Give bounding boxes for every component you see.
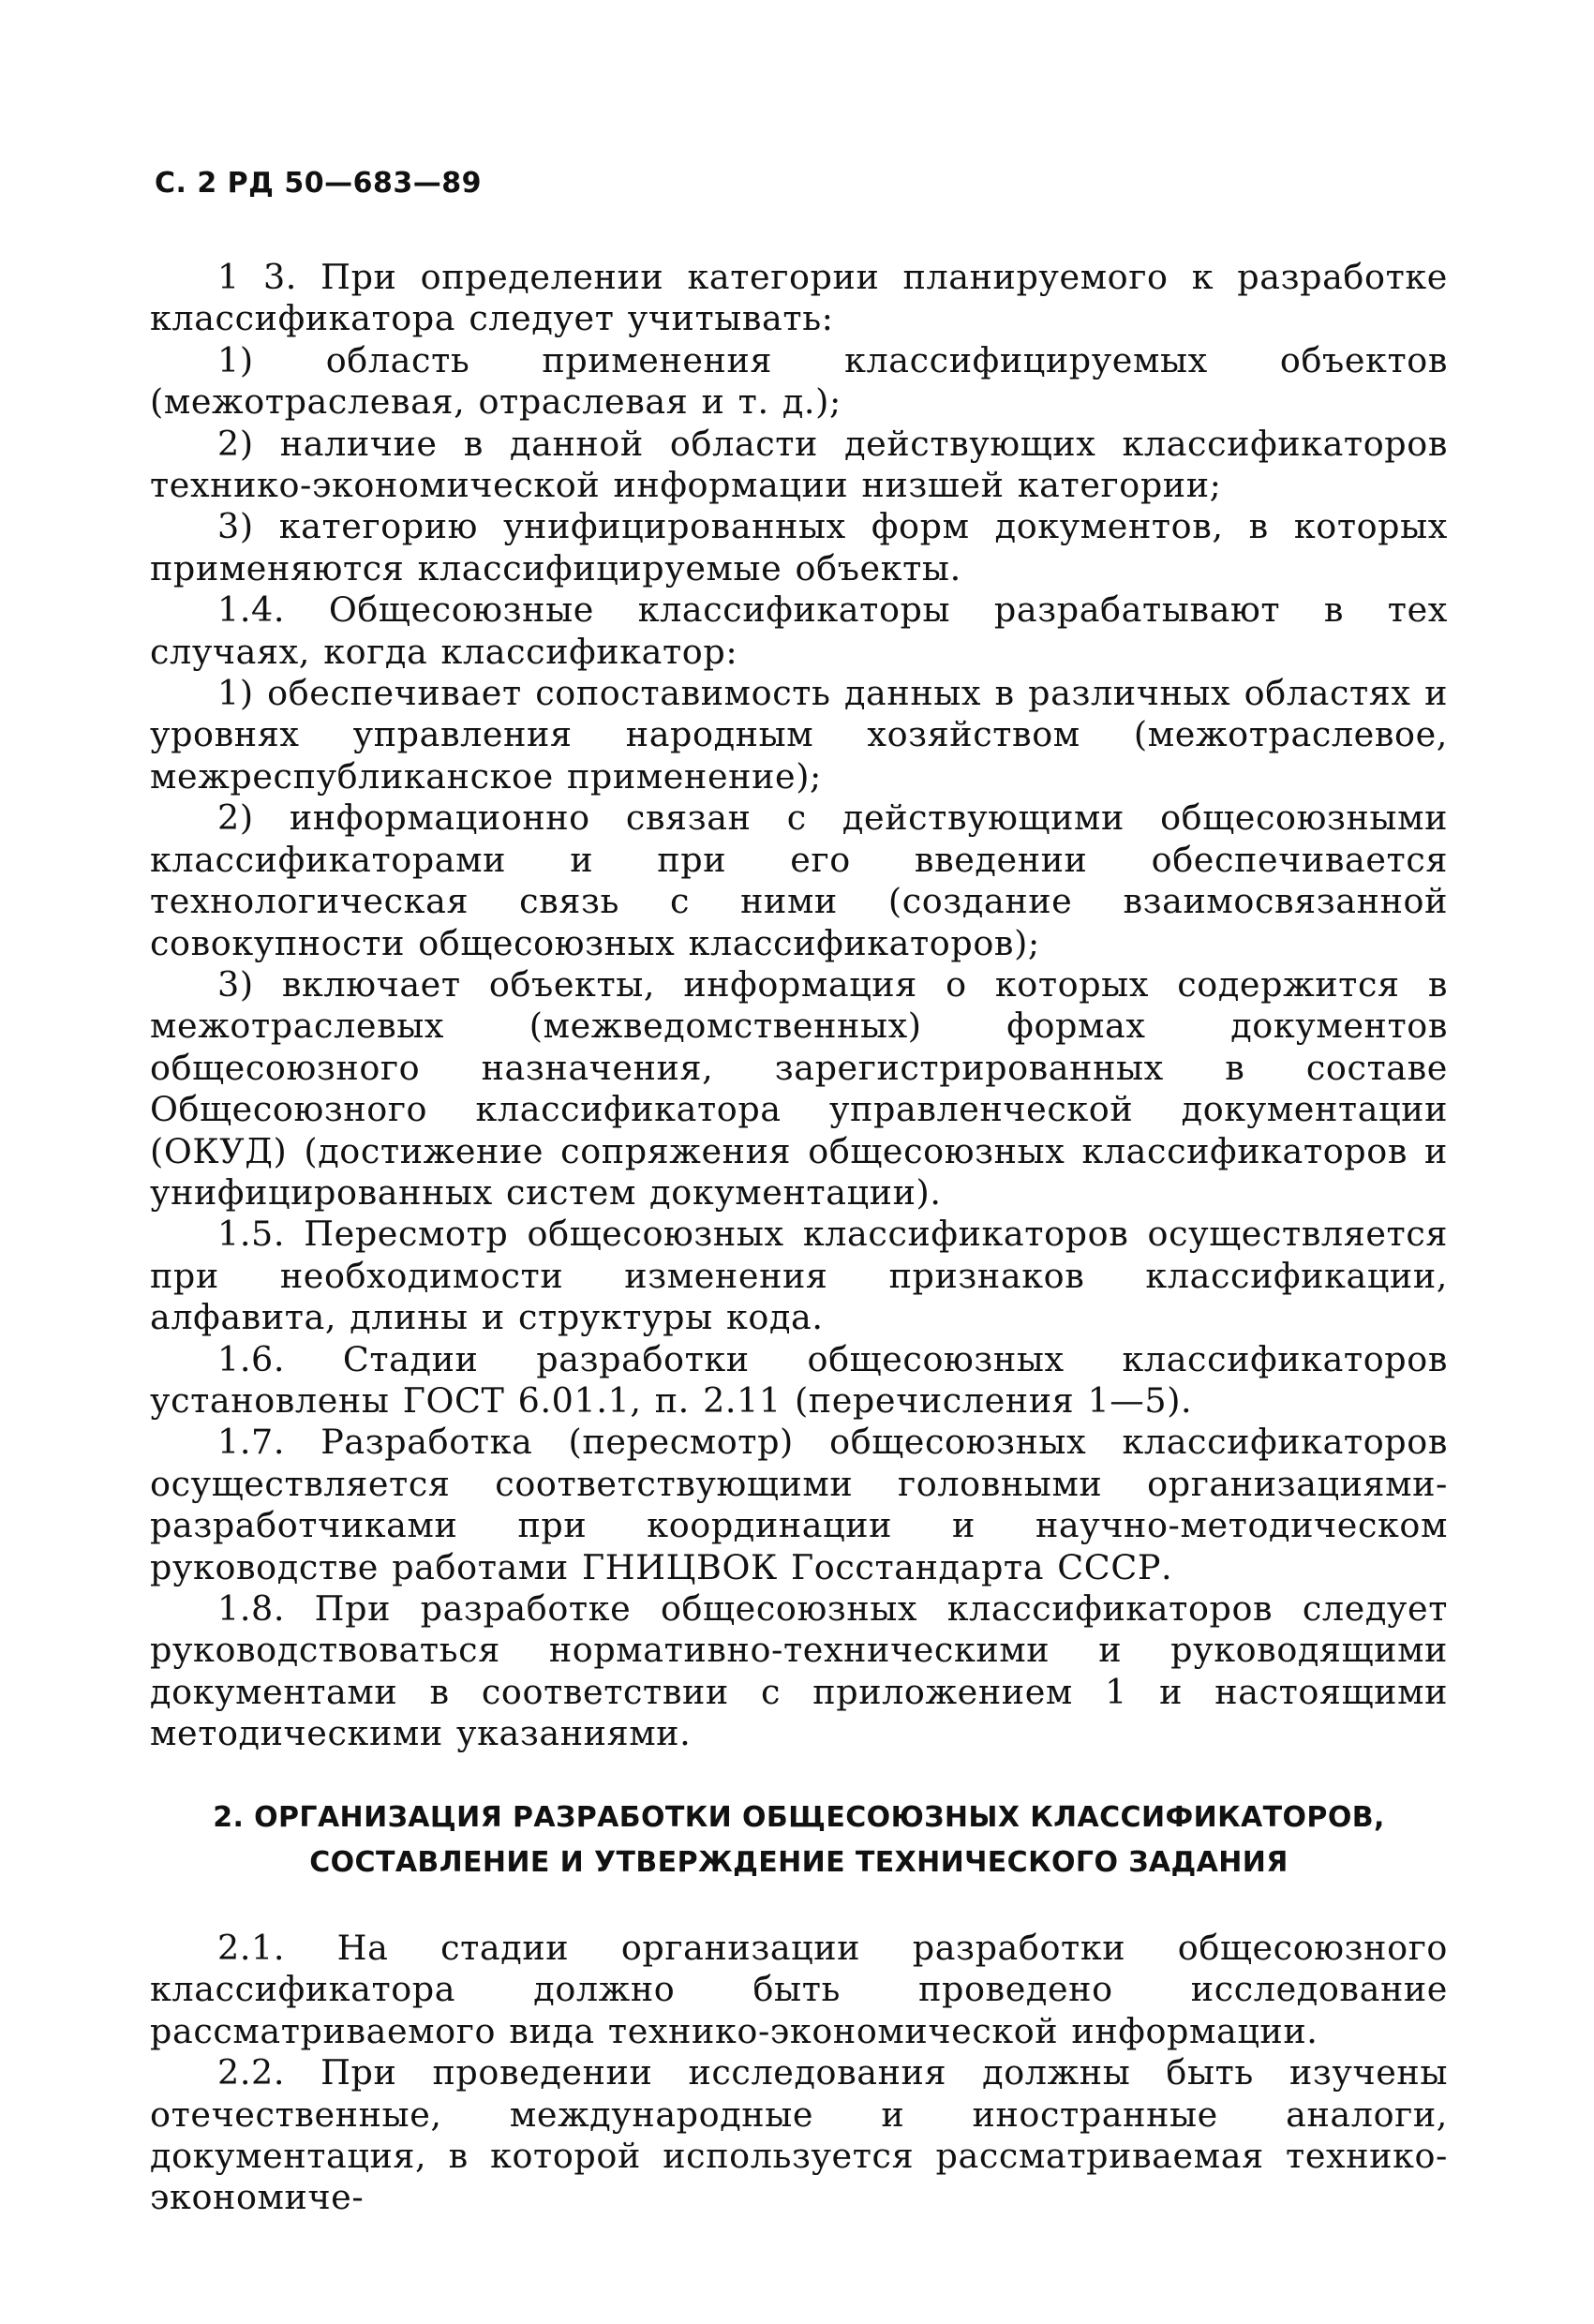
section-1-text — [150, 257, 1448, 1755]
list-item-1-4-2: 2) информационно связан с действующими общесоюзными классификаторами и при его введении обеспечивается технологическая связь с ними (создание взаимосвязанной совокупности общесоюзных классификаторов); — [150, 797, 1448, 963]
paragraph-1-3: 1 3. При определении категории планируемого к разработке классификатора следует учитывать: — [150, 257, 1448, 339]
paragraph-1-7: 1.7. Разработка (пересмотр) общесоюзных классификаторов осуществляется соответствующими головными организациями-разработчиками при координации и научно-методическом руководстве работами ГНИЦВОК Госстандарта СССР. — [150, 1422, 1448, 1587]
page-header: С. 2 РД 50—683—89 — [155, 167, 482, 200]
list-item-1-3-2: 2) наличие в данной области действующих классификаторов технико-экономической информации низшей категории; — [150, 423, 1448, 506]
paragraph-1-5: 1.5. Пересмотр общесоюзных классификаторов осуществляется при необходимости изменения признаков классификации, алфавита, длины и структуры кода. — [150, 1214, 1448, 1338]
section-2-heading-line-2: СОСТАВЛЕНИЕ И УТВЕРЖДЕНИЕ ТЕХНИЧЕСКОГО ЗАДАНИЯ — [309, 1846, 1289, 1879]
list-item-1-4-3: 3) включает объекты, информация о которых содержится в межотраслевых (межведомственных) формах документов общесоюзного назначения, зарегистрированных в составе Общесоюзного классификатора управленческой документации (ОКУД) (достижение сопряжения общесоюзных классификаторов и унифицированных систем документации). — [150, 963, 1448, 1213]
paragraph-2-2: 2.2. При проведении исследования должны быть изучены отечественные, международные и иностранные аналоги, документация, в которой используется рассматриваемая технико-экономиче- — [150, 2052, 1448, 2218]
section-2-heading — [150, 1795, 1448, 1885]
section-2-heading-line-1: 2. ОРГАНИЗАЦИЯ РАЗРАБОТКИ ОБЩЕСОЮЗНЫХ КЛАССИФИКАТОРОВ, — [213, 1801, 1385, 1834]
paragraph-1-8: 1.8. При разработке общесоюзных классификаторов следует руководствоваться нормативно-техническими и руководящими документами в соответствии с приложением 1 и настоящими методическими указаниями. — [150, 1588, 1448, 1754]
list-item-1-3-1: 1) область применения классифицируемых объектов (межотраслевая, отраслевая и т. д.); — [150, 339, 1448, 423]
list-item-1-4-1: 1) обеспечивает сопоставимость данных в различных областях и уровнях управления народным хозяйством (межотраслевое, межреспубликанское применение); — [150, 673, 1448, 797]
paragraph-1-4: 1.4. Общесоюзные классификаторы разрабатывают в тех случаях, когда классификатор: — [150, 589, 1448, 672]
list-item-1-3-3: 3) категорию унифицированных форм документов, в которых применяются классифицируемые объекты. — [150, 506, 1448, 588]
paragraph-1-6: 1.6. Стадии разработки общесоюзных классификаторов установлены ГОСТ 6.01.1, п. 2.11 (перечисления 1—5). — [150, 1338, 1448, 1421]
paragraph-2-1: 2.1. На стадии организации разработки общесоюзного классификатора должно быть проведено исследование рассматриваемого вида технико-экономической информации. — [150, 1928, 1448, 2051]
section-2-text — [150, 1928, 1448, 2219]
